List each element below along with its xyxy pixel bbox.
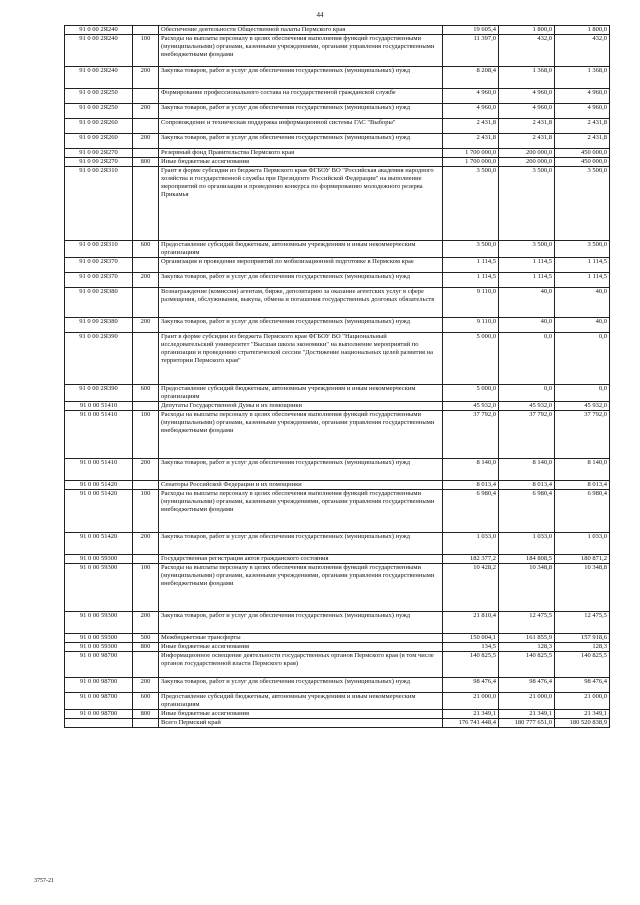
row-expense-type: 200 xyxy=(133,678,159,693)
row-value-1: 19 605,4 xyxy=(443,26,499,35)
row-name: Грант в форме субсидии из бюджета Пермского края ФГБОУ ВО "Национальный исследовательский университет "Высшая школа экономики" на выполнение мероприятий по организации и проведению стратегической сессии "Достижение национальных целей развития на территории Пермского края" xyxy=(159,333,443,385)
table-row xyxy=(65,273,610,288)
table-row xyxy=(65,411,610,459)
row-code: 91 0 00 2Я260 xyxy=(65,134,133,149)
row-value-2: 3 500,0 xyxy=(499,167,555,241)
row-expense-type: 200 xyxy=(133,67,159,89)
row-name: Закупка товаров, работ и услуг для обеспечения государственных (муниципальных) нужд xyxy=(159,67,443,89)
budget-table xyxy=(64,25,610,728)
row-value-2: 4 960,0 xyxy=(499,104,555,119)
row-value-3: 1 114,5 xyxy=(555,273,610,288)
table-row xyxy=(65,149,610,158)
row-code: 91 0 00 2Я270 xyxy=(65,158,133,167)
row-name: Закупка товаров, работ и услуг для обеспечения государственных (муниципальных) нужд xyxy=(159,533,443,555)
row-name: Сенаторы Российской Федерации и их помощники xyxy=(159,481,443,490)
row-expense-type: 100 xyxy=(133,490,159,533)
row-value-2: 1 800,0 xyxy=(499,26,555,35)
row-value-1: 4 960,0 xyxy=(443,104,499,119)
row-value-1: 5 000,0 xyxy=(443,385,499,402)
row-value-2: 1 114,5 xyxy=(499,258,555,273)
row-name: Закупка товаров, работ и услуг для обеспечения государственных (муниципальных) нужд xyxy=(159,273,443,288)
row-value-3: 3 500,0 xyxy=(555,241,610,258)
table-row xyxy=(65,318,610,333)
row-value-2: 8 013,4 xyxy=(499,481,555,490)
row-value-3: 1 033,0 xyxy=(555,533,610,555)
row-value-3: 45 932,0 xyxy=(555,402,610,411)
row-value-3: 8 140,0 xyxy=(555,459,610,481)
row-value-3: 1 368,0 xyxy=(555,67,610,89)
row-value-3: 4 960,0 xyxy=(555,104,610,119)
row-value-3: 2 431,8 xyxy=(555,119,610,134)
row-value-1: 10 428,2 xyxy=(443,564,499,612)
row-value-3: 180 520 838,9 xyxy=(555,719,610,728)
row-value-2: 1 114,5 xyxy=(499,273,555,288)
table-row xyxy=(65,258,610,273)
table-row xyxy=(65,693,610,710)
row-name: Иные бюджетные ассигнования xyxy=(159,710,443,719)
row-expense-type: 800 xyxy=(133,158,159,167)
row-code: 91 0 00 2Я240 xyxy=(65,67,133,89)
row-name: Расходы на выплаты персоналу в целях обеспечения выполнения функций государственными (муниципальными) органами, казенными учреждениями, органами управления государственными внебюджетными фондами xyxy=(159,35,443,67)
row-expense-type: 200 xyxy=(133,533,159,555)
row-name: Закупка товаров, работ и услуг для обеспечения государственных (муниципальных) нужд xyxy=(159,104,443,119)
row-expense-type xyxy=(133,481,159,490)
row-name: Закупка товаров, работ и услуг для обеспечения государственных (муниципальных) нужд xyxy=(159,678,443,693)
row-name: Межбюджетные трансферты xyxy=(159,634,443,643)
table-row xyxy=(65,241,610,258)
row-value-3: 0,0 xyxy=(555,333,610,385)
row-expense-type: 800 xyxy=(133,710,159,719)
row-expense-type: 600 xyxy=(133,693,159,710)
row-code: 91 0 00 51410 xyxy=(65,459,133,481)
row-code: 91 0 00 2Я310 xyxy=(65,167,133,241)
row-expense-type xyxy=(133,149,159,158)
row-name: Предоставление субсидий бюджетным, автономным учреждениям и иным некоммерческим организациям xyxy=(159,693,443,710)
row-value-3: 3 500,0 xyxy=(555,167,610,241)
row-expense-type: 600 xyxy=(133,241,159,258)
row-value-3: 1 114,5 xyxy=(555,258,610,273)
row-value-3: 21 000,0 xyxy=(555,693,610,710)
row-code: 91 0 00 51420 xyxy=(65,481,133,490)
row-expense-type xyxy=(133,555,159,564)
row-value-1: 45 932,0 xyxy=(443,402,499,411)
row-name: Закупка товаров, работ и услуг для обеспечения государственных (муниципальных) нужд xyxy=(159,612,443,634)
row-value-2: 45 932,0 xyxy=(499,402,555,411)
table-row xyxy=(65,710,610,719)
row-value-1: 8 013,4 xyxy=(443,481,499,490)
row-code xyxy=(65,719,133,728)
row-value-3: 180 871,2 xyxy=(555,555,610,564)
row-value-1: 1 114,5 xyxy=(443,258,499,273)
row-value-2: 184 808,5 xyxy=(499,555,555,564)
row-value-1: 21 349,1 xyxy=(443,710,499,719)
row-expense-type: 800 xyxy=(133,643,159,652)
row-value-1: 5 000,0 xyxy=(443,333,499,385)
row-value-1: 3 500,0 xyxy=(443,241,499,258)
row-value-2: 6 980,4 xyxy=(499,490,555,533)
table-row xyxy=(65,119,610,134)
row-value-3: 128,3 xyxy=(555,643,610,652)
row-name: Расходы на выплаты персоналу в целях обеспечения выполнения функций государственными (муниципальными) органами, казенными учреждениями, органами управления государственными внебюджетными фондами xyxy=(159,411,443,459)
row-value-2: 98 476,4 xyxy=(499,678,555,693)
row-value-3: 157 918,6 xyxy=(555,634,610,643)
row-expense-type: 200 xyxy=(133,134,159,149)
table-row xyxy=(65,719,610,728)
row-expense-type: 200 xyxy=(133,104,159,119)
row-value-3: 450 000,0 xyxy=(555,158,610,167)
row-value-2: 21 000,0 xyxy=(499,693,555,710)
table-row xyxy=(65,134,610,149)
row-value-2: 140 825,5 xyxy=(499,652,555,678)
table-row xyxy=(65,385,610,402)
row-value-3: 40,0 xyxy=(555,318,610,333)
row-name: Иные бюджетные ассигнования xyxy=(159,643,443,652)
row-value-1: 3 500,0 xyxy=(443,167,499,241)
row-value-2: 2 431,8 xyxy=(499,134,555,149)
row-code: 91 0 00 2Я250 xyxy=(65,89,133,104)
row-value-2: 161 855,9 xyxy=(499,634,555,643)
row-code: 91 0 00 59300 xyxy=(65,555,133,564)
row-name: Сопровождение и техническая поддержка информационной системы ГАС "Выборы" xyxy=(159,119,443,134)
row-value-3: 1 800,0 xyxy=(555,26,610,35)
table-row xyxy=(65,158,610,167)
row-name: Резервный фонд Правительства Пермского края xyxy=(159,149,443,158)
row-value-2: 200 000,0 xyxy=(499,149,555,158)
row-value-2: 12 475,5 xyxy=(499,612,555,634)
row-value-1: 140 825,5 xyxy=(443,652,499,678)
row-value-2: 1 368,0 xyxy=(499,67,555,89)
row-value-3: 432,0 xyxy=(555,35,610,67)
row-value-3: 140 825,5 xyxy=(555,652,610,678)
row-value-1: 1 700 000,0 xyxy=(443,149,499,158)
row-value-1: 176 741 448,4 xyxy=(443,719,499,728)
row-code: 91 0 00 2Я390 xyxy=(65,385,133,402)
row-name: Депутаты Государственной Думы и их помощники xyxy=(159,402,443,411)
row-code: 91 0 00 2Я370 xyxy=(65,273,133,288)
row-value-3: 21 349,1 xyxy=(555,710,610,719)
row-value-2: 4 960,0 xyxy=(499,89,555,104)
row-value-3: 450 000,0 xyxy=(555,149,610,158)
row-value-2: 180 777 651,0 xyxy=(499,719,555,728)
row-code: 91 0 00 2Я260 xyxy=(65,119,133,134)
row-value-3: 12 475,5 xyxy=(555,612,610,634)
row-name: Иные бюджетные ассигнования xyxy=(159,158,443,167)
row-name: Предоставление субсидий бюджетным, автономным учреждениям и иным некоммерческим организациям xyxy=(159,241,443,258)
row-value-2: 1 033,0 xyxy=(499,533,555,555)
row-code: 91 0 00 59300 xyxy=(65,612,133,634)
row-name: Вознаграждение (комиссия) агентам, бирже, депозитарию за оказание агентских услуг в сфере размещения, обслуживания, выкупа, обмена и погашения государственных долговых обязательств xyxy=(159,288,443,318)
table-row xyxy=(65,67,610,89)
table-row xyxy=(65,459,610,481)
row-value-1: 1 700 000,0 xyxy=(443,158,499,167)
row-value-1: 21 810,4 xyxy=(443,612,499,634)
row-code: 91 0 00 51410 xyxy=(65,411,133,459)
row-expense-type: 100 xyxy=(133,411,159,459)
row-expense-type xyxy=(133,652,159,678)
table-row xyxy=(65,555,610,564)
row-value-1: 8 140,0 xyxy=(443,459,499,481)
row-code: 91 0 00 2Я380 xyxy=(65,318,133,333)
row-value-1: 9 110,0 xyxy=(443,318,499,333)
row-code: 91 0 00 51420 xyxy=(65,490,133,533)
row-value-2: 432,0 xyxy=(499,35,555,67)
row-code: 91 0 00 2Я380 xyxy=(65,288,133,318)
row-value-3: 6 980,4 xyxy=(555,490,610,533)
row-value-2: 3 500,0 xyxy=(499,241,555,258)
row-expense-type: 200 xyxy=(133,459,159,481)
row-value-1: 2 431,8 xyxy=(443,134,499,149)
row-value-1: 98 476,4 xyxy=(443,678,499,693)
row-value-1: 21 000,0 xyxy=(443,693,499,710)
table-row xyxy=(65,678,610,693)
row-value-2: 40,0 xyxy=(499,318,555,333)
row-value-1: 11 397,0 xyxy=(443,35,499,67)
table-row xyxy=(65,402,610,411)
row-name: Обеспечение деятельности Общественной палаты Пермского края xyxy=(159,26,443,35)
row-value-2: 128,3 xyxy=(499,643,555,652)
row-value-3: 40,0 xyxy=(555,288,610,318)
table-row xyxy=(65,288,610,318)
row-value-2: 0,0 xyxy=(499,385,555,402)
row-code: 91 0 00 2Я310 xyxy=(65,241,133,258)
table-row xyxy=(65,35,610,67)
row-expense-type xyxy=(133,333,159,385)
row-code: 91 0 00 51410 xyxy=(65,402,133,411)
row-value-2: 8 140,0 xyxy=(499,459,555,481)
row-name: Государственная регистрация актов гражданского состояния xyxy=(159,555,443,564)
row-value-1: 150 004,1 xyxy=(443,634,499,643)
row-code: 91 0 00 2Я240 xyxy=(65,26,133,35)
row-value-1: 4 960,0 xyxy=(443,89,499,104)
table-row xyxy=(65,333,610,385)
row-value-1: 1 114,5 xyxy=(443,273,499,288)
row-expense-type xyxy=(133,119,159,134)
row-expense-type xyxy=(133,167,159,241)
row-expense-type: 500 xyxy=(133,634,159,643)
budget-table-body xyxy=(65,26,610,728)
row-code: 91 0 00 2Я390 xyxy=(65,333,133,385)
row-code: 91 0 00 59300 xyxy=(65,564,133,612)
table-row xyxy=(65,167,610,241)
table-row xyxy=(65,643,610,652)
row-value-3: 0,0 xyxy=(555,385,610,402)
row-name: Организация и проведение мероприятий по мобилизационной подготовке в Пермском крае xyxy=(159,258,443,273)
row-name: Закупка товаров, работ и услуг для обеспечения государственных (муниципальных) нужд xyxy=(159,459,443,481)
row-expense-type xyxy=(133,402,159,411)
row-expense-type: 200 xyxy=(133,612,159,634)
row-code: 91 0 00 59300 xyxy=(65,634,133,643)
row-expense-type xyxy=(133,89,159,104)
table-row xyxy=(65,481,610,490)
row-value-1: 182 377,2 xyxy=(443,555,499,564)
row-expense-type: 200 xyxy=(133,273,159,288)
table-row xyxy=(65,89,610,104)
row-value-2: 40,0 xyxy=(499,288,555,318)
row-code: 91 0 00 2Я270 xyxy=(65,149,133,158)
table-row xyxy=(65,490,610,533)
row-name: Расходы на выплаты персоналу в целях обеспечения выполнения функций государственными (муниципальными) органами, казенными учреждениями, органами управления государственными внебюджетными фондами xyxy=(159,490,443,533)
row-code: 91 0 00 98700 xyxy=(65,693,133,710)
row-value-3: 4 960,0 xyxy=(555,89,610,104)
row-value-1: 6 980,4 xyxy=(443,490,499,533)
row-expense-type xyxy=(133,288,159,318)
table-row xyxy=(65,564,610,612)
row-name: Грант в форме субсидии из бюджета Пермского края ФГБОУ ВО "Российская академия народного хозяйства и государственной службы при Президенте Российской Федерации" на выполнение мероприятий по организации и проведению конкурса по формированию молодежного резерва Прикамья xyxy=(159,167,443,241)
row-expense-type: 100 xyxy=(133,564,159,612)
table-row xyxy=(65,533,610,555)
table-row xyxy=(65,104,610,119)
row-value-3: 8 013,4 xyxy=(555,481,610,490)
page-number: 44 xyxy=(316,11,324,19)
row-value-3: 2 431,8 xyxy=(555,134,610,149)
row-name: Всего Пермский край xyxy=(159,719,443,728)
row-name: Расходы на выплаты персоналу в целях обеспечения выполнения функций государственными (муниципальными) органами, казенными учреждениями, органами управления государственными внебюджетными фондами xyxy=(159,564,443,612)
row-expense-type xyxy=(133,26,159,35)
document-code: 3757-21 xyxy=(34,878,54,884)
row-value-2: 200 000,0 xyxy=(499,158,555,167)
table-row xyxy=(65,652,610,678)
row-value-2: 21 349,1 xyxy=(499,710,555,719)
row-value-1: 37 792,0 xyxy=(443,411,499,459)
row-name: Предоставление субсидий бюджетным, автономным учреждениям и иным некоммерческим организациям xyxy=(159,385,443,402)
row-expense-type: 100 xyxy=(133,35,159,67)
row-value-2: 2 431,8 xyxy=(499,119,555,134)
row-value-1: 134,5 xyxy=(443,643,499,652)
row-value-2: 10 348,8 xyxy=(499,564,555,612)
row-code: 91 0 00 2Я250 xyxy=(65,104,133,119)
table-row xyxy=(65,634,610,643)
row-value-3: 10 348,8 xyxy=(555,564,610,612)
row-value-2: 37 792,0 xyxy=(499,411,555,459)
row-code: 91 0 00 98700 xyxy=(65,652,133,678)
row-name: Закупка товаров, работ и услуг для обеспечения государственных (муниципальных) нужд xyxy=(159,134,443,149)
row-code: 91 0 00 98700 xyxy=(65,710,133,719)
row-name: Информационное освещение деятельности государственных органов Пермского края (в том числе органов государственной власти Пермского края) xyxy=(159,652,443,678)
row-value-1: 8 208,4 xyxy=(443,67,499,89)
row-name: Закупка товаров, работ и услуг для обеспечения государственных (муниципальных) нужд xyxy=(159,318,443,333)
row-expense-type: 600 xyxy=(133,385,159,402)
row-name: Формирование профессионального состава на государственной гражданской службе xyxy=(159,89,443,104)
row-value-1: 9 110,0 xyxy=(443,288,499,318)
row-code: 91 0 00 2Я370 xyxy=(65,258,133,273)
row-value-1: 1 033,0 xyxy=(443,533,499,555)
row-code: 91 0 00 51420 xyxy=(65,533,133,555)
row-value-1: 2 431,8 xyxy=(443,119,499,134)
row-code: 91 0 00 59300 xyxy=(65,643,133,652)
row-expense-type xyxy=(133,258,159,273)
row-value-2: 0,0 xyxy=(499,333,555,385)
table-row xyxy=(65,26,610,35)
row-value-3: 37 792,0 xyxy=(555,411,610,459)
row-expense-type: 200 xyxy=(133,318,159,333)
row-value-3: 98 476,4 xyxy=(555,678,610,693)
table-row xyxy=(65,612,610,634)
row-code: 91 0 00 2Я240 xyxy=(65,35,133,67)
row-expense-type xyxy=(133,719,159,728)
row-code: 91 0 00 98700 xyxy=(65,678,133,693)
